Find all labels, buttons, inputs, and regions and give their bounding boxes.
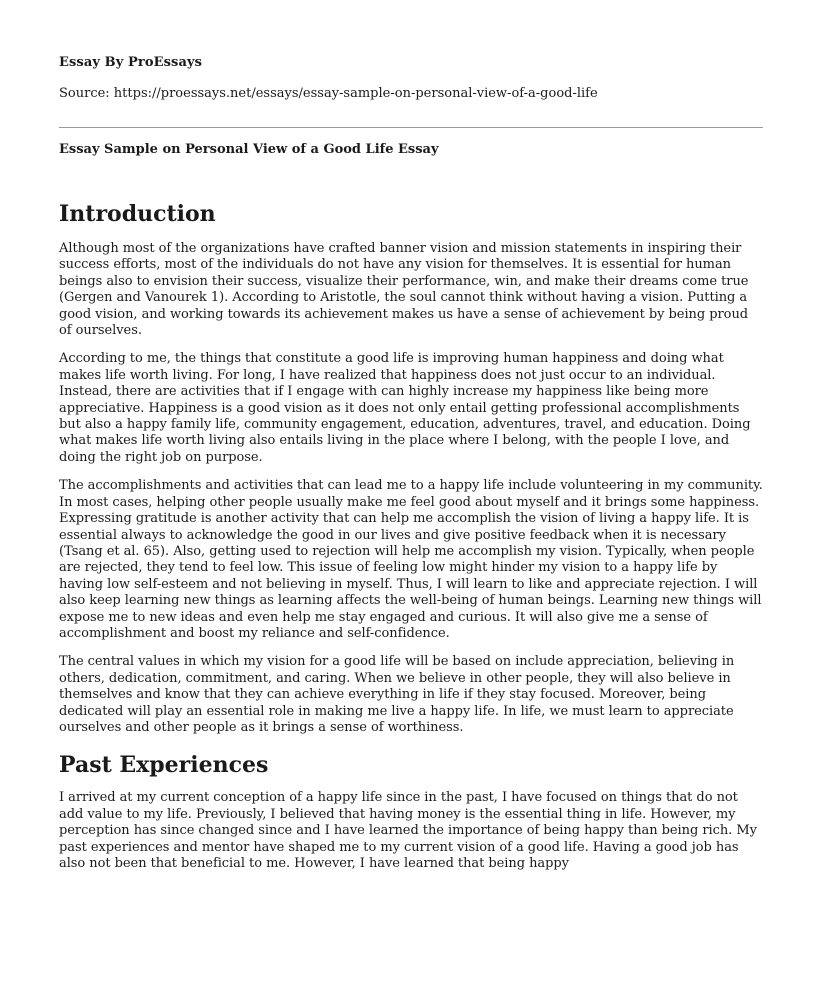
essay-body: [59, 197, 763, 884]
paragraph: Although most of the organizations have crafted banner vision and mission statements in inspiring their success efforts, most of the individuals do not have any vision for themselves. It is essential for human beings also to envision their success, visualize their performance, win, and make their dreams come true (Gergen and Vanourek 1). According to Aristotle, the soul cannot think without having a vision. Putting a good vision, and working towards its achievement makes us have a sense of achievement by being proud of ourselves.: [59, 241, 749, 339]
paragraph: According to me, the things that constitute a good life is improving human happiness and doing what makes life worth living. For long, I have realized that happiness does not just occur to an individual. Instead, there are activities that if I engage with can highly increase my happiness like being more appreciative. Happiness is a good vision as it does not only entail getting professional accomplishments but also a happy family life, community engagement, education, adventures, travel, and education. Doing what makes life worth living also entails living in the place where I belong, with the people I love, and doing the right job on purpose.: [59, 351, 751, 465]
paragraph: I arrived at my current conception of a happy life since in the past, I have focused on things that do not add value to my life. Previously, I believed that having money is the essential thing in life. However, my perception has since changed since and I have learned the importance of being happy than being rich. My past experiences and mentor have shaped me to my current vision of a good life. Having a good job has also not been that beneficial to me. However, I have learned that being happy: [59, 790, 757, 871]
section-past-experiences: [59, 748, 763, 872]
paragraph: The accomplishments and activities that can lead me to a happy life include volunteering in my community. In most cases, helping other people usually make me feel good about myself and it brings some happiness. Expressing gratitude is another activity that can help me accomplish the vision of living a happy life. It is essential always to acknowledge the good in our lives and give positive feedback when it is necessary (Tsang et al. 65). Also, getting used to rejection will help me accomplish my vision. Typically, when people are rejected, they tend to feel low. This issue of feeling low might hinder my vision to a happy life by having low self-esteem and not believing in myself. Thus, I will learn to like and appreciate rejection. I will also keep learning new things as learning affects the well-being of human beings. Learning new things will expose me to new ideas and even help me stay engaged and curious. It will also give me a sense of accomplishment and boost my reliance and self-confidence.: [59, 478, 763, 641]
essay-title: Essay Sample on Personal View of a Good Life Essay: [59, 142, 439, 157]
section-heading: Introduction: [59, 201, 216, 227]
section-heading: Past Experiences: [59, 752, 269, 779]
brand-title: Essay By ProEssays: [59, 55, 203, 70]
source-line: Source: https://proessays.net/essays/essay-sample-on-personal-view-of-a-good-life: [59, 86, 598, 101]
header-divider: [59, 127, 763, 128]
paragraph: The central values in which my vision for a good life will be based on include appreciation, believing in others, dedication, commitment, and caring. When we believe in other people, they will also believe in themselves and know that they can achieve everything in life if they stay focused. Moreover, being dedicated will play an essential role in making me live a happy life. In life, we must learn to appreciate ourselves and other people as it brings a sense of worthiness.: [59, 654, 735, 735]
section-introduction: [59, 197, 763, 736]
